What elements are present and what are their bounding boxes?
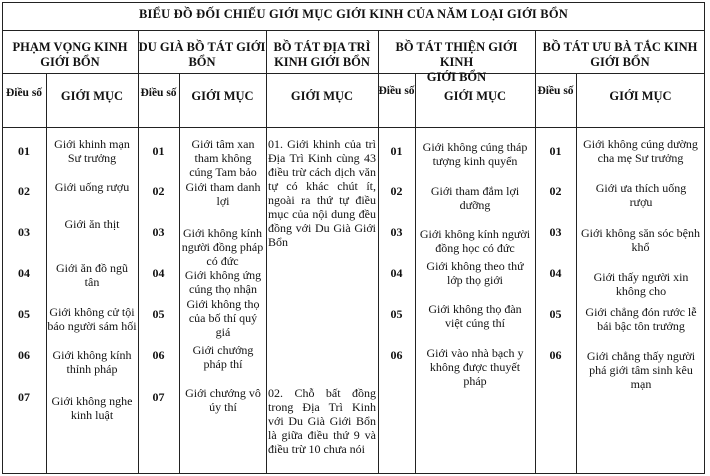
gioi-muc-cell: Giới ăn đồ ngũ tân xyxy=(55,261,128,289)
gioi-muc-cell: Giới không thọ của bố thí quý giá xyxy=(186,297,260,339)
row-number: 04 xyxy=(18,266,30,280)
gioi-muc-cell: Giới không cúng dường cha mẹ Sư trưởng xyxy=(583,137,698,165)
gioi-muc-cell: Giới không thọ đàn việt cúng thí xyxy=(428,302,522,330)
divider-inner-2 xyxy=(179,73,180,474)
row-number: 01 xyxy=(390,144,403,158)
header-dieu-so-2: Điều số xyxy=(140,87,177,99)
gioi-muc-cell: Giới chẳng đón rước lễ bái bậc tôn trưởng xyxy=(585,305,697,333)
group-name-3: BỒ TÁT ĐỊA TRÌ KINH GIỚI BỔN xyxy=(273,40,371,69)
row-number: 04 xyxy=(390,266,403,280)
gioi-muc-cell: Giới không nghe kinh luật xyxy=(51,394,133,422)
gioi-muc-cell: Giới ưa thích uống rượu xyxy=(595,181,687,209)
rule-under-title xyxy=(2,30,705,31)
gioi-muc-cell: Giới chướng pháp thí xyxy=(192,343,254,371)
header-dieu-so-4: Điều số xyxy=(378,85,415,97)
gioi-muc-cell: Giới tâm xan tham không cúng Tam bảo xyxy=(189,137,257,179)
gioi-muc-cell: Giới vào nhà bạch y không được thuyết pháp xyxy=(426,346,524,388)
row-number: 05 xyxy=(18,307,30,321)
gioi-muc-cell: Giới chướng vô úy thí xyxy=(185,386,261,414)
row-number: 04 xyxy=(549,266,562,280)
gioi-muc-cell: Giới không kính người đồng học có đức xyxy=(419,227,531,255)
gioi-muc-cell: Giới không kính thỉnh pháp xyxy=(52,348,132,376)
header-gioi-muc-1: GIỚI MỤC xyxy=(60,89,124,103)
row-number: 07 xyxy=(18,390,30,404)
group-name-1: PHẠM VỌNG KINH GIỚI BỔN xyxy=(12,40,128,69)
gioi-muc-cell: Giới không cúng tháp tượng kinh quyển xyxy=(422,140,528,168)
row-number: 01 xyxy=(18,144,30,158)
row-number: 02 xyxy=(549,184,562,198)
header-dieu-so-5: Điều số xyxy=(537,85,574,97)
row-number: 02 xyxy=(152,184,165,198)
row-number: 04 xyxy=(152,266,165,280)
row-number: 03 xyxy=(390,225,403,239)
gioi-muc-cell: Giới không kính người đồng pháp có đức xyxy=(181,226,264,268)
row-number: 06 xyxy=(152,348,165,362)
header-gioi-muc-4: GIỚI MỤC xyxy=(443,89,507,103)
gioi-muc-cell: Giới thấy người xin không cho xyxy=(593,270,689,298)
gioi-muc-cell: Giới không ứng cúng thọ nhận xyxy=(184,268,262,296)
rule-under-names xyxy=(2,73,705,74)
group-name-4: BỒ TÁT THIỆN GIỚI KINH GIỚI BỔN xyxy=(395,40,518,84)
gioi-muc-cell: Giới không cử tội báo người sám hối xyxy=(47,305,137,333)
row-number: 01 xyxy=(549,144,562,158)
header-gioi-muc-3: GIỚI MỤC xyxy=(290,89,354,103)
rule-under-header xyxy=(2,127,705,128)
header-dieu-so-1: Điều số xyxy=(5,87,43,99)
group-name-2: DU GIÀ BỒ TÁT GIỚI BỔN xyxy=(138,40,266,69)
table-title: BIỂU ĐỒ ĐỐI CHIẾU GIỚI MỤC GIỚI KINH CỦA NĂM LOẠI GIỚI BỔN xyxy=(138,7,568,21)
row-number: 03 xyxy=(549,225,562,239)
row-number: 05 xyxy=(390,307,403,321)
note-paragraph-2: 02. Chỗ bất đồng trong Địa Trì Kinh với Du Già Giới Bổn là giữa điều thứ 9 và điều trừ 10 chưa nói xyxy=(268,386,376,456)
row-number: 06 xyxy=(549,348,562,362)
divider-inner-5 xyxy=(576,73,577,474)
row-number: 07 xyxy=(152,390,165,404)
header-gioi-muc-5: GIỚI MỤC xyxy=(609,89,672,103)
row-number: 01 xyxy=(152,144,165,158)
row-number: 05 xyxy=(549,307,562,321)
divider-inner-1 xyxy=(46,73,47,474)
row-number: 06 xyxy=(18,348,30,362)
row-number: 02 xyxy=(390,184,403,198)
gioi-muc-cell: Giới không săn sóc bệnh khổ xyxy=(581,226,700,254)
gioi-muc-cell: Giới uống rượu xyxy=(54,180,130,194)
gioi-muc-cell: Giới không theo thứ lớp thọ giới xyxy=(426,259,524,287)
gioi-muc-cell: Giới khinh mạn Sư trưởng xyxy=(54,137,130,165)
gioi-muc-cell: Giới chẳng thấy người phá giới tâm sinh kêu mạn xyxy=(586,349,696,391)
group-name-5: BỒ TÁT ƯU BÀ TẮC KINH GIỚI BỔN xyxy=(542,40,698,69)
row-number: 03 xyxy=(18,225,30,239)
row-number: 03 xyxy=(152,225,165,239)
row-number: 06 xyxy=(390,348,403,362)
divider-inner-4 xyxy=(415,73,416,474)
note-paragraph-1: 01. Giới khinh của trì Địa Trì Kinh cùng 43 điều trừ cách dịch văn tự có khác chút ít, ngoài ra thứ tự điều mục của nội dung đều đồng với Du Già Giới Bổn xyxy=(268,137,376,249)
header-gioi-muc-2: GIỚI MỤC xyxy=(191,89,254,103)
row-number: 05 xyxy=(152,307,165,321)
gioi-muc-cell: Giới tham đắm lợi dưỡng xyxy=(430,184,520,212)
gioi-muc-cell: Giới tham danh lợi xyxy=(185,180,261,208)
row-number: 02 xyxy=(18,184,30,198)
gioi-muc-cell: Giới ăn thịt xyxy=(64,217,120,231)
